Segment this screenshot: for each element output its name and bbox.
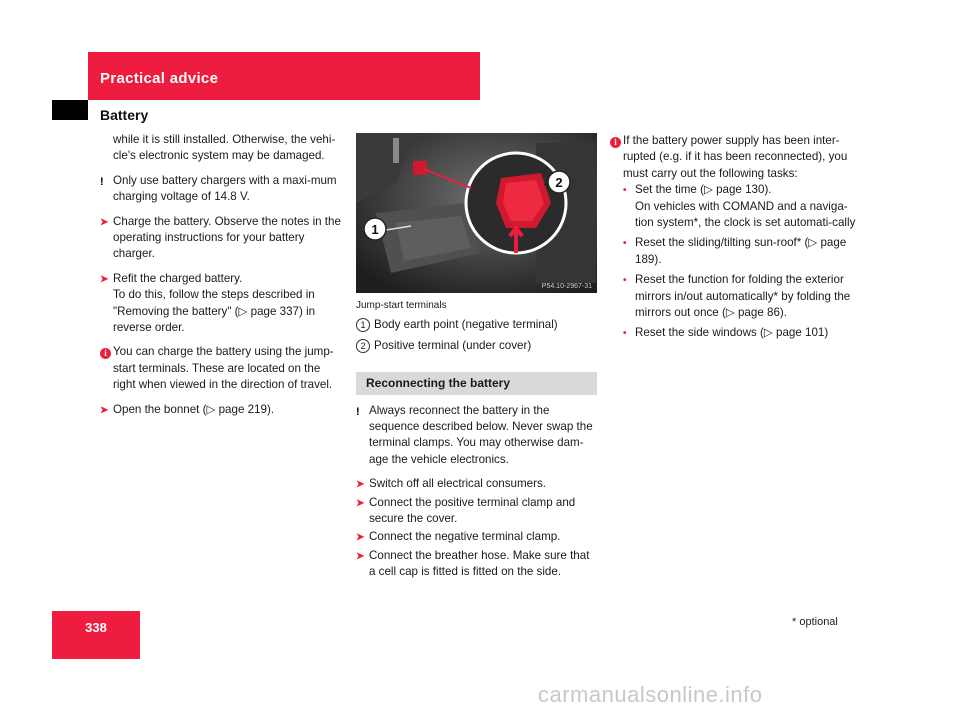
bullet-icon: • [623, 328, 627, 340]
task-set-time: • Set the time (▷ page 130). On vehicles with COMAND and a naviga-tion system*, the clock is set automati-cally [623, 183, 856, 230]
bullet-icon: • [623, 238, 627, 250]
callout-1-label: 1 [371, 222, 379, 237]
step-open-bonnet: ➤ Open the bonnet (▷ page 219). [100, 402, 344, 418]
info-icon: i [610, 137, 621, 148]
step-arrow-icon: ➤ [100, 404, 109, 416]
task-reset-windows: • Reset the side windows (▷ page 101) [610, 325, 856, 341]
info-power-interrupted: i If the battery power supply has been inter-rupted (e.g. if it has been reconnected), you must carry out the following tasks: [610, 133, 856, 182]
step-arrow-icon: ➤ [100, 273, 109, 285]
paragraph-continuation: while it is still installed. Otherwise, the vehi-cle's electronic system may be damaged. [113, 133, 336, 163]
warning-reconnect: ! Always reconnect the battery in the sequence described below. Never swap the terminal clamps. You may otherwise dam-age the vehicle electronics. [356, 403, 593, 466]
step-refit: ➤ Refit the charged battery. To do this, follow the steps described in "Removing the battery" (▷ page 337) in reverse order. [100, 271, 316, 335]
column-middle [356, 298, 597, 589]
warning-charger: ! Only use battery chargers with a maxi-mum charging voltage of 14.8 V. [100, 173, 337, 204]
page-number-box [52, 611, 140, 659]
warning-icon: ! [356, 405, 360, 418]
subsection-marker [52, 100, 88, 120]
subsection-title: Battery [100, 107, 149, 123]
step-arrow-icon: ➤ [356, 497, 365, 509]
info-icon: i [100, 348, 111, 359]
column-left [100, 132, 344, 426]
task-reset-sunroof: • Reset the sliding/tilting sun-roof* (▷ page 189). [623, 236, 847, 266]
info-jump-start: i You can charge the battery using the jump-start terminals. These are located on the right when viewed in the direction of travel. [100, 344, 344, 393]
engine-bay-photo [356, 133, 597, 293]
figure-caption: Jump-start terminals [356, 300, 447, 311]
callout-number-icon: 1 [356, 318, 370, 332]
watermark: carmanualsonline.info [538, 682, 763, 707]
optional-footnote: * optional [792, 616, 838, 628]
step-arrow-icon: ➤ [100, 216, 109, 228]
callout-number-icon: 2 [356, 339, 370, 353]
step-arrow-icon: ➤ [356, 532, 365, 544]
section-title: Practical advice [100, 70, 219, 87]
step-breather-hose: ➤ Connect the breather hose. Make sure that a cell cap is fitted is fitted on the side. [356, 548, 590, 579]
step-arrow-icon: ➤ [356, 479, 365, 491]
warning-icon: ! [100, 175, 104, 188]
callout-item-1: 1 Body earth point (negative terminal) [356, 317, 597, 333]
callout-item-2: 2 Positive terminal (under cover) [356, 338, 597, 354]
section-heading-reconnecting: Reconnecting the battery [356, 372, 597, 394]
step-connect-negative: ➤ Connect the negative terminal clamp. [356, 529, 597, 545]
bullet-icon: • [623, 185, 627, 197]
page-number: 338 [85, 620, 107, 635]
step-arrow-icon: ➤ [356, 550, 365, 562]
task-reset-mirrors: • Reset the function for folding the exterior mirrors in/out automatically* by folding the mirrors out once (▷ page 86). [623, 273, 851, 320]
step-charge: ➤ Charge the battery. Observe the notes in the operating instructions for your battery charger. [100, 214, 341, 261]
step-switch-off: ➤ Switch off all electrical consumers. [356, 476, 597, 492]
callout-2-label: 2 [555, 175, 563, 190]
engine-bay-illustration [356, 133, 597, 293]
column-right [610, 133, 856, 350]
figure-code: P54.10-2967-31 [541, 283, 592, 290]
step-connect-positive: ➤ Connect the positive terminal clamp and secure the cover. [356, 495, 576, 526]
bullet-icon: • [623, 275, 627, 287]
